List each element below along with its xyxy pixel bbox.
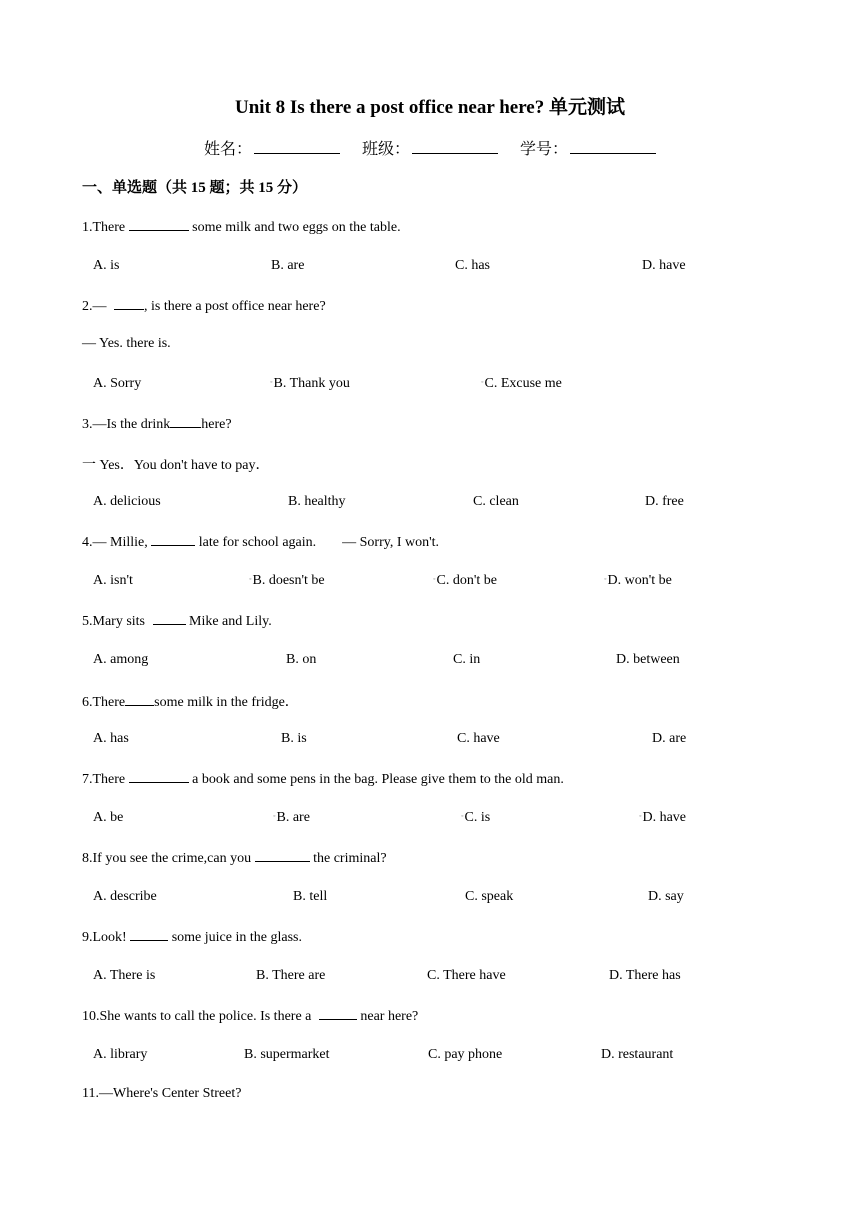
question-7-option-c: ◦C. is [461,810,491,825]
question-2-reply: — Yes. there is. [82,336,171,351]
question-5-option-c: C. in [453,652,481,667]
question-1-option-d: D. have [642,258,686,273]
answer-blank [170,415,201,428]
answer-blank [129,218,189,231]
answer-blank [129,770,189,783]
answer-blank [153,612,186,625]
question-1-option-a: A. is [93,258,120,273]
name-blank [254,139,340,154]
question-1-stem: 1.There some milk and two eggs on the table. [82,220,401,235]
question-7-stem: 7.There a book and some pens in the bag. Please give them to the old man. [82,772,564,787]
question-3-option-a: A. delicious [93,494,161,509]
question-5-stem: 5.Mary sits Mike and Lily. [82,614,272,629]
anchor-mark-icon: ◦ [433,575,436,583]
question-3-option-d: D. free [645,494,684,509]
question-10-option-c: C. pay phone [428,1047,503,1062]
question-2-option-a: A. Sorry [93,376,142,391]
question-10-option-a: A. library [93,1047,148,1062]
question-8-option-a: A. describe [93,889,157,904]
question-4-option-b: ◦B. doesn't be [249,573,325,588]
anchor-mark-icon: ◦ [273,812,276,820]
section-heading: 一、单选题（共 15 题；共 15 分） [82,180,308,196]
question-10-option-d: D. restaurant [601,1047,674,1062]
question-6-option-b: B. is [281,731,307,746]
answer-blank [114,297,144,310]
anchor-mark-icon: ◦ [270,378,273,386]
question-10-option-b: B. supermarket [244,1047,330,1062]
question-8-option-c: C. speak [465,889,514,904]
question-8-option-b: B. tell [293,889,328,904]
id-blank [570,139,656,154]
question-10-stem: 10.She wants to call the police. Is there a near here? [82,1009,419,1024]
question-6-option-c: C. have [457,731,500,746]
question-1-option-b: B. are [271,258,305,273]
question-9-stem: 9.Look! some juice in the glass. [82,930,302,945]
question-2-option-c: ◦C. Excuse me [481,376,562,391]
class-blank [412,139,498,154]
question-4-option-c: ◦C. don't be [433,573,497,588]
answer-blank [255,849,310,862]
question-3-stem: 3.—Is the drink here? [82,417,232,432]
anchor-mark-icon: ◦ [481,378,484,386]
question-6-option-d: D. are [652,731,687,746]
class-field [362,141,498,158]
id-field [520,141,656,158]
question-4-stem: 4.— Millie, late for school again. — Sorry, I won't. [82,535,440,550]
anchor-mark-icon: ◦ [461,812,464,820]
question-5-option-b: B. on [286,652,317,667]
question-4-option-d: ◦D. won't be [604,573,672,588]
question-8-option-d: D. say [648,889,684,904]
question-9-option-a: A. There is [93,968,156,983]
question-4-option-a: A. isn't [93,573,133,588]
question-3-reply: 一 Yes．You don't have to pay． [82,458,270,473]
question-7-option-a: A. be [93,810,124,825]
student-info-row [0,136,860,159]
question-8-stem: 8.If you see the crime,can you the criminal? [82,851,387,866]
question-7-option-b: ◦B. are [273,810,310,825]
question-5-option-a: A. among [93,652,149,667]
answer-blank [151,533,195,546]
question-3-option-c: C. clean [473,494,519,509]
anchor-mark-icon: ◦ [249,575,252,583]
question-1-option-c: C. has [455,258,490,273]
question-9-option-d: D. There has [609,968,681,983]
name-field [204,141,340,158]
question-2-option-b: ◦B. Thank you [270,376,350,391]
page-title: Unit 8 Is there a post office near here? 单元测试 [235,97,625,118]
question-7-option-d: ◦D. have [639,810,687,825]
question-3-option-b: B. healthy [288,494,346,509]
answer-blank [130,928,168,941]
answer-blank [125,693,154,706]
question-6-option-a: A. has [93,731,129,746]
id-label: 学号： [520,141,569,158]
anchor-mark-icon: ◦ [604,575,607,583]
question-2-stem: 2.— , is there a post office near here? [82,299,326,314]
name-label: 姓名： [203,141,252,158]
question-5-option-d: D. between [616,652,680,667]
anchor-mark-icon: ◦ [639,812,642,820]
answer-blank [319,1007,357,1020]
question-9-option-b: B. There are [256,968,326,983]
question-9-option-c: C. There have [427,968,506,983]
question-6-stem: 6.There some milk in the fridge． [82,695,299,710]
class-label: 班级： [361,141,410,158]
question-11-stem: 11.—Where's Center Street? [82,1086,242,1101]
